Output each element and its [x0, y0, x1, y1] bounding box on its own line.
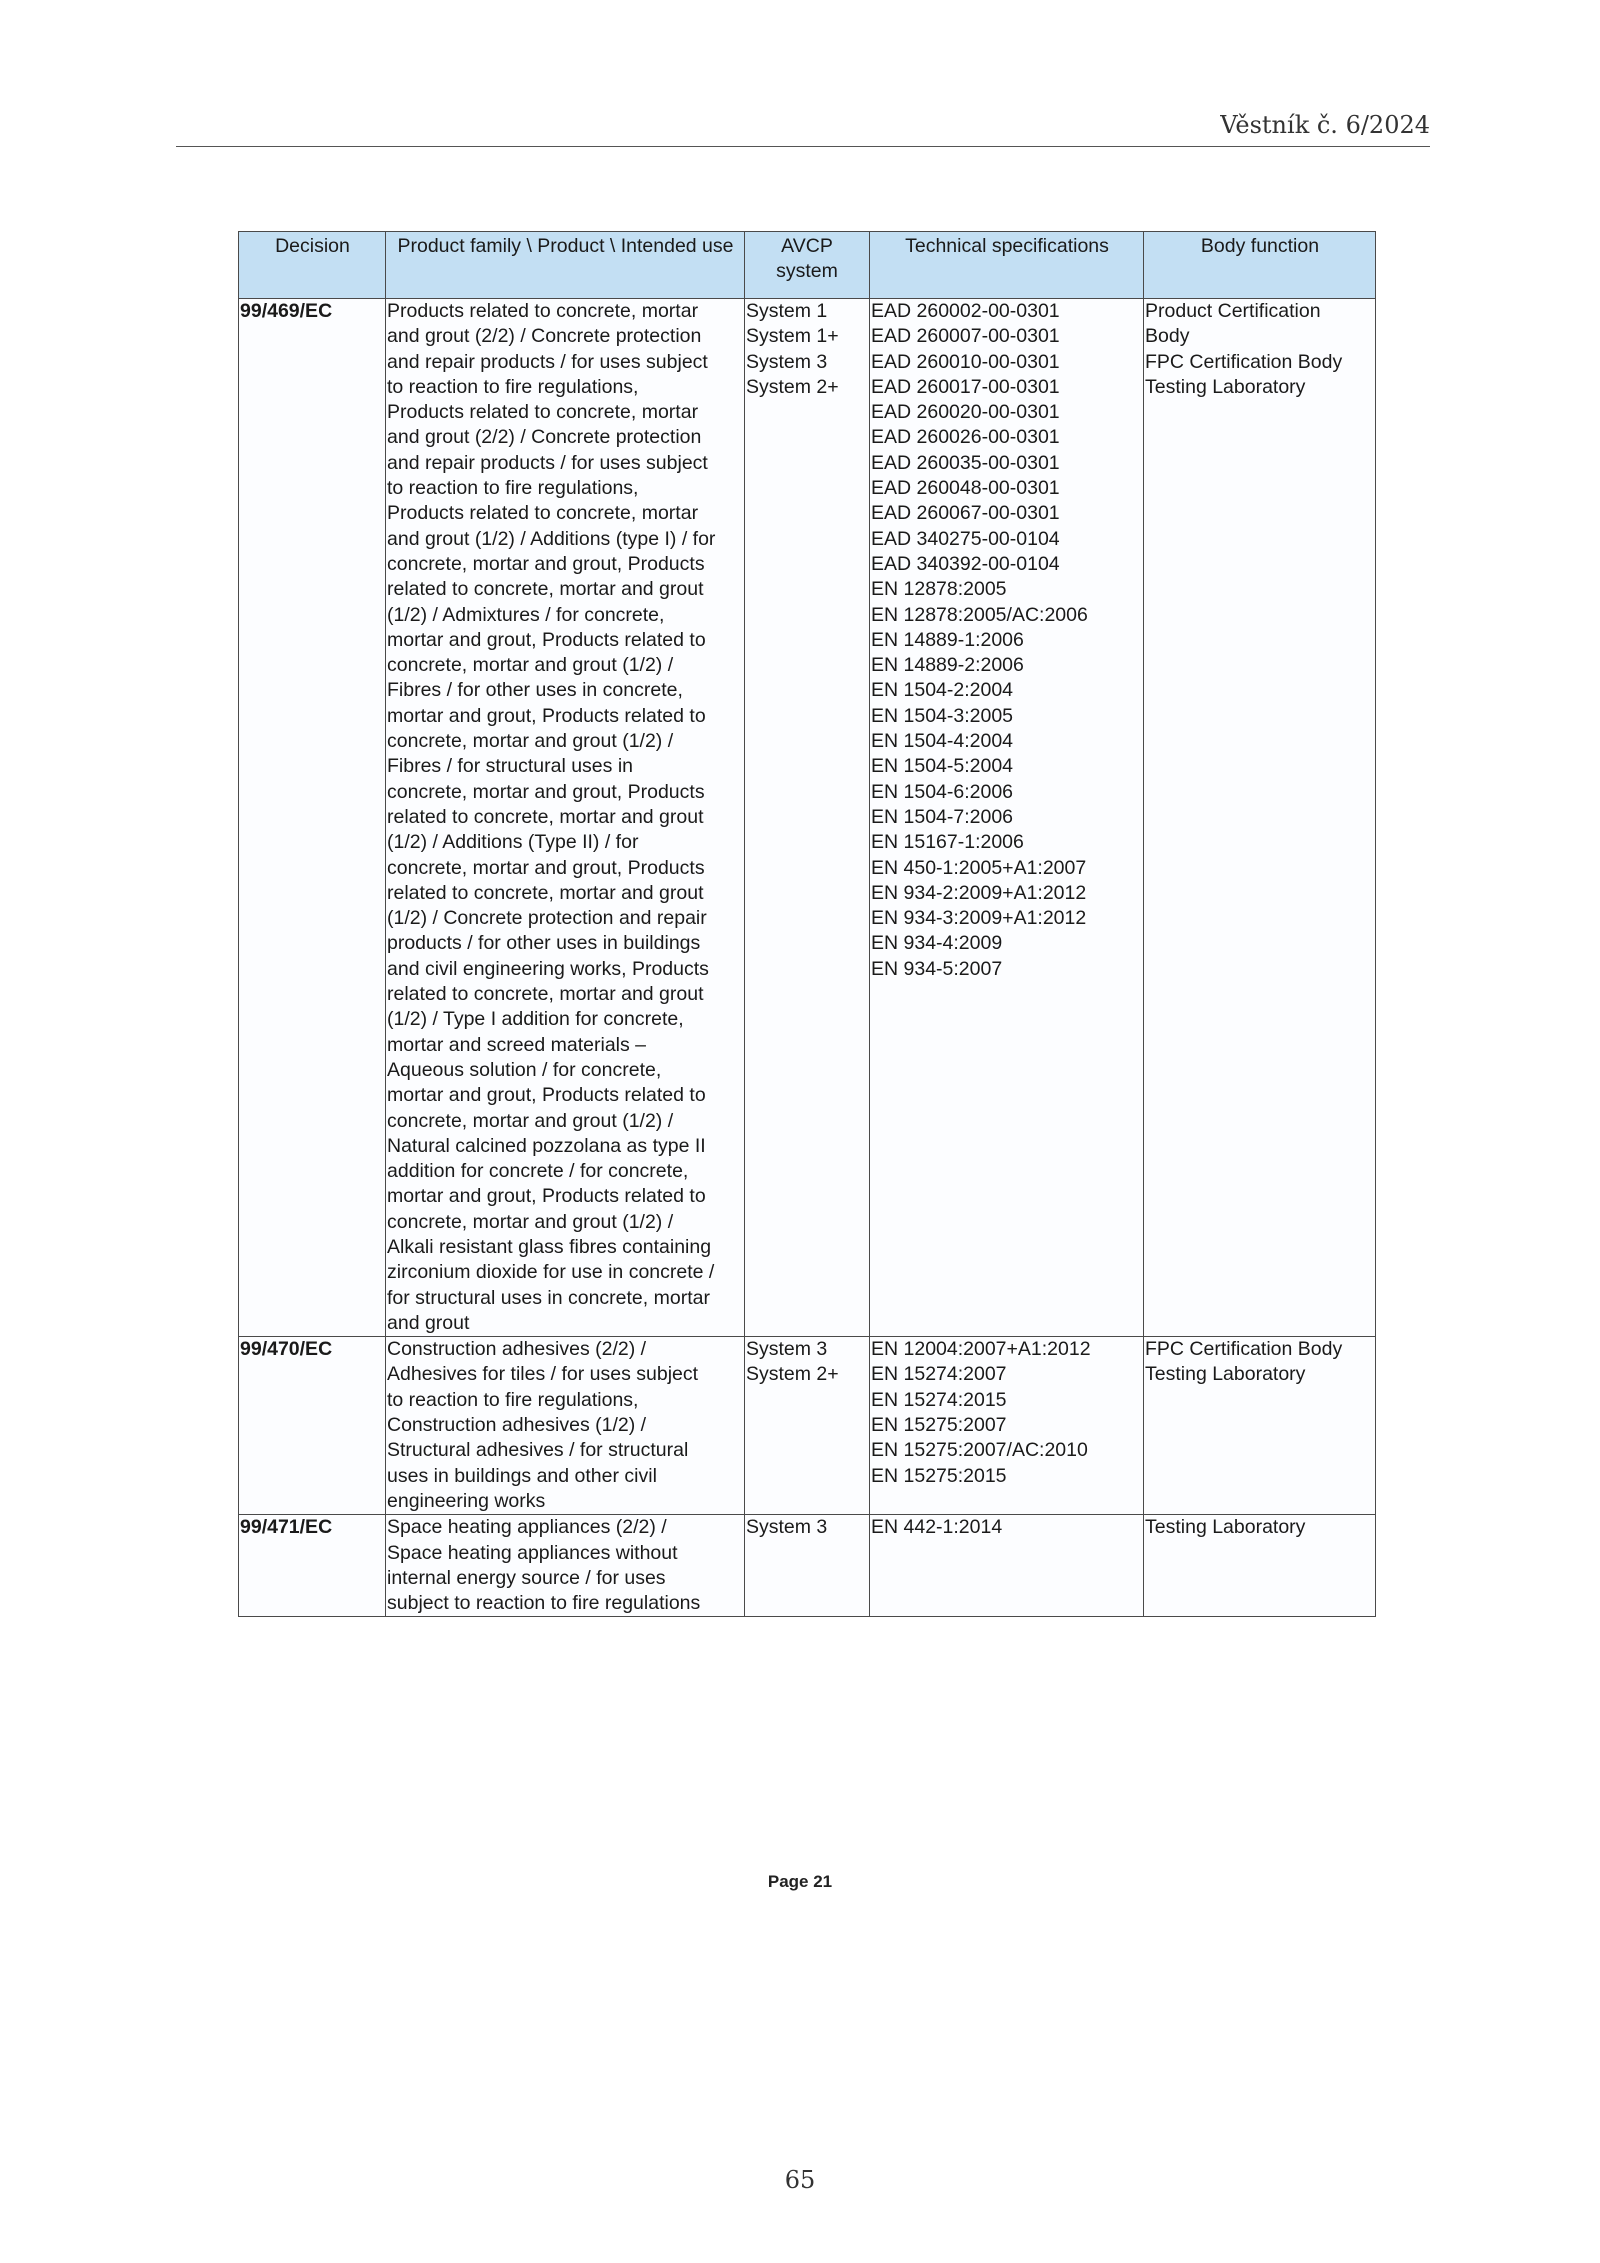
product-family-line: Aqueous solution / for concrete,	[387, 1058, 662, 1081]
avcp-system-value: System 1+	[746, 325, 839, 348]
avcp-system-cell	[745, 1337, 870, 1515]
column-header-body-function: Body function	[1144, 232, 1376, 299]
product-family-line: Space heating appliances (2/2) /	[387, 1516, 667, 1539]
product-family-line: to reaction to fire regulations,	[387, 375, 639, 398]
technical-specifications-cell	[870, 1515, 1144, 1617]
product-family-line: mortar and grout, Products related to	[387, 1084, 706, 1107]
product-family-line: zirconium dioxide for use in concrete /	[387, 1261, 715, 1284]
technical-specification: EAD 260010-00-0301	[871, 350, 1060, 373]
technical-specification: EN 442-1:2014	[871, 1516, 1003, 1539]
product-family-line: mortar and grout, Products related to	[387, 628, 706, 651]
technical-specification: EN 934-5:2007	[871, 957, 1003, 980]
product-family-line: (1/2) / Additions (Type II) / for	[387, 831, 639, 854]
table-row	[239, 1515, 1376, 1617]
product-family-line: Fibres / for structural uses in	[387, 755, 633, 778]
avcp-system-value: System 3	[746, 1338, 828, 1361]
column-header-product-family: Product family \ Product \ Intended use	[386, 232, 745, 299]
technical-specification: EN 1504-3:2005	[871, 704, 1014, 727]
technical-specification: EN 934-2:2009+A1:2012	[871, 881, 1087, 904]
body-function-line: Testing Laboratory	[1145, 375, 1306, 398]
decision-cell	[239, 1337, 386, 1515]
technical-specification: EAD 260007-00-0301	[871, 325, 1060, 348]
product-family-line: related to concrete, mortar and grout	[387, 983, 704, 1006]
avcp-system-value: System 1	[746, 300, 828, 322]
body-function-line: FPC Certification Body	[1145, 1338, 1343, 1361]
avcp-system-value: System 2+	[746, 1363, 839, 1386]
technical-specification: EAD 340392-00-0104	[871, 552, 1060, 575]
technical-specifications-cell	[870, 1337, 1144, 1515]
product-family-line: internal energy source / for uses	[387, 1566, 666, 1589]
technical-specification: EN 450-1:2005+A1:2007	[871, 856, 1087, 879]
product-family-line: Construction adhesives (1/2) /	[387, 1414, 647, 1437]
product-family-line: and grout	[387, 1311, 470, 1334]
technical-specification: EAD 260048-00-0301	[871, 477, 1060, 500]
product-family-line: uses in buildings and other civil	[387, 1464, 657, 1487]
product-family-line: Structural adhesives / for structural	[387, 1439, 689, 1462]
product-family-line: mortar and screed materials –	[387, 1033, 647, 1056]
body-function-cell	[1144, 299, 1376, 1337]
decision-cell	[239, 299, 386, 1337]
technical-specification: EAD 260026-00-0301	[871, 426, 1060, 449]
product-family-line: and repair products / for uses subject	[387, 451, 708, 474]
body-function-cell	[1144, 1515, 1376, 1617]
technical-specification: EN 12878:2005/AC:2006	[871, 603, 1088, 626]
product-family-line: addition for concrete / for concrete,	[387, 1160, 689, 1183]
page-label: Page 21	[767, 1872, 833, 1891]
technical-specification: EN 15167-1:2006	[871, 831, 1024, 854]
decision-number: 99/470/EC	[240, 1338, 333, 1361]
technical-specification: EN 15275:2015	[871, 1464, 1007, 1487]
product-family-line: and civil engineering works, Products	[387, 957, 709, 980]
body-function-line: Testing Laboratory	[1145, 1516, 1306, 1539]
product-family-line: concrete, mortar and grout, Products	[387, 552, 705, 575]
technical-specification: EAD 260035-00-0301	[871, 451, 1060, 474]
product-family-cell	[386, 299, 745, 1337]
table-row	[239, 299, 1376, 1337]
technical-specification: EN 1504-5:2004	[871, 755, 1014, 778]
avcp-system-value: System 3	[746, 350, 828, 373]
product-family-line: Products related to concrete, mortar	[387, 300, 699, 322]
product-family-line: Products related to concrete, mortar	[387, 401, 699, 424]
product-family-line: Construction adhesives (2/2) /	[387, 1338, 647, 1361]
running-header	[176, 110, 1430, 147]
technical-specification: EN 934-4:2009	[871, 932, 1003, 955]
product-family-line: Natural calcined pozzolana as type II	[387, 1134, 706, 1157]
product-family-line: Products related to concrete, mortar	[387, 502, 699, 525]
product-family-cell	[386, 1515, 745, 1617]
technical-specification: EN 12878:2005	[871, 578, 1007, 601]
technical-specification: EN 1504-7:2006	[871, 805, 1014, 828]
technical-specification: EAD 340275-00-0104	[871, 527, 1060, 550]
product-family-line: to reaction to fire regulations,	[387, 477, 639, 500]
product-family-line: concrete, mortar and grout, Products	[387, 856, 705, 879]
technical-specification: EN 1504-6:2006	[871, 780, 1014, 803]
product-family-line: (1/2) / Admixtures / for concrete,	[387, 603, 665, 626]
page-number: 65	[784, 2166, 816, 2194]
technical-specification: EN 15274:2015	[871, 1388, 1007, 1411]
product-family-line: mortar and grout, Products related to	[387, 1185, 706, 1208]
column-header-technical-specifications: Technical specifications	[870, 232, 1144, 299]
body-function-line: Product Certification	[1145, 300, 1321, 322]
technical-specification: EAD 260017-00-0301	[871, 375, 1060, 398]
technical-specification: EN 15274:2007	[871, 1363, 1007, 1386]
product-family-line: Fibres / for other uses in concrete,	[387, 679, 683, 702]
product-family-cell	[386, 1337, 745, 1515]
product-family-line: products / for other uses in buildings	[387, 932, 701, 955]
table-body	[239, 299, 1376, 1617]
product-family-line: concrete, mortar and grout (1/2) /	[387, 654, 674, 677]
body-function-cell	[1144, 1337, 1376, 1515]
body-function-line: Testing Laboratory	[1145, 1363, 1306, 1386]
product-family-line: Adhesives for tiles / for uses subject	[387, 1363, 699, 1386]
technical-specification: EN 934-3:2009+A1:2012	[871, 907, 1087, 930]
product-family-line: to reaction to fire regulations,	[387, 1388, 639, 1411]
product-family-line: Alkali resistant glass fibres containing	[387, 1235, 712, 1258]
product-family-line: concrete, mortar and grout, Products	[387, 780, 705, 803]
decision-number: 99/471/EC	[240, 1516, 333, 1539]
avcp-specification-table	[238, 231, 1376, 1617]
body-function-line: Body	[1145, 325, 1190, 348]
technical-specification: EAD 260067-00-0301	[871, 502, 1060, 525]
product-family-line: related to concrete, mortar and grout	[387, 805, 704, 828]
product-family-line: for structural uses in concrete, mortar	[387, 1286, 710, 1309]
product-family-line: concrete, mortar and grout (1/2) /	[387, 1210, 674, 1233]
product-family-line: concrete, mortar and grout (1/2) /	[387, 1109, 674, 1132]
column-header-decision: Decision	[239, 232, 386, 299]
product-family-line: (1/2) / Concrete protection and repair	[387, 907, 707, 930]
avcp-system-value: System 3	[746, 1516, 828, 1539]
table-row	[239, 1337, 1376, 1515]
product-family-line: subject to reaction to fire regulations	[387, 1592, 701, 1615]
body-function-line: FPC Certification Body	[1145, 350, 1343, 373]
product-family-line: and grout (1/2) / Additions (type I) / for	[387, 527, 716, 550]
technical-specification: EN 14889-1:2006	[871, 628, 1024, 651]
product-family-line: and grout (2/2) / Concrete protection	[387, 325, 702, 348]
product-family-line: engineering works	[387, 1489, 546, 1512]
product-family-line: and repair products / for uses subject	[387, 350, 708, 373]
technical-specification: EN 12004:2007+A1:2012	[871, 1338, 1091, 1361]
product-family-line: and grout (2/2) / Concrete protection	[387, 426, 702, 449]
technical-specification: EAD 260020-00-0301	[871, 401, 1060, 424]
technical-specification: EN 15275:2007	[871, 1414, 1007, 1437]
technical-specification: EN 1504-2:2004	[871, 679, 1014, 702]
avcp-system-cell	[745, 1515, 870, 1617]
technical-specification: EN 15275:2007/AC:2010	[871, 1439, 1088, 1462]
product-family-line: related to concrete, mortar and grout	[387, 881, 704, 904]
technical-specification: EN 1504-4:2004	[871, 730, 1014, 753]
journal-title: Věstník č. 6/2024	[1220, 111, 1430, 139]
product-family-line: Space heating appliances without	[387, 1541, 678, 1564]
avcp-system-value: System 2+	[746, 375, 839, 398]
technical-specification: EN 14889-2:2006	[871, 654, 1024, 677]
decision-number: 99/469/EC	[240, 300, 333, 322]
product-family-line: (1/2) / Type I addition for concrete,	[387, 1008, 684, 1031]
product-family-line: related to concrete, mortar and grout	[387, 578, 704, 601]
technical-specifications-cell	[870, 299, 1144, 1337]
table-header-row	[239, 232, 1376, 299]
product-family-line: mortar and grout, Products related to	[387, 704, 706, 727]
decision-cell	[239, 1515, 386, 1617]
column-header-avcp-system: AVCP system	[745, 232, 870, 299]
technical-specification: EAD 260002-00-0301	[871, 300, 1060, 322]
product-family-line: concrete, mortar and grout (1/2) /	[387, 730, 674, 753]
avcp-system-cell	[745, 299, 870, 1337]
